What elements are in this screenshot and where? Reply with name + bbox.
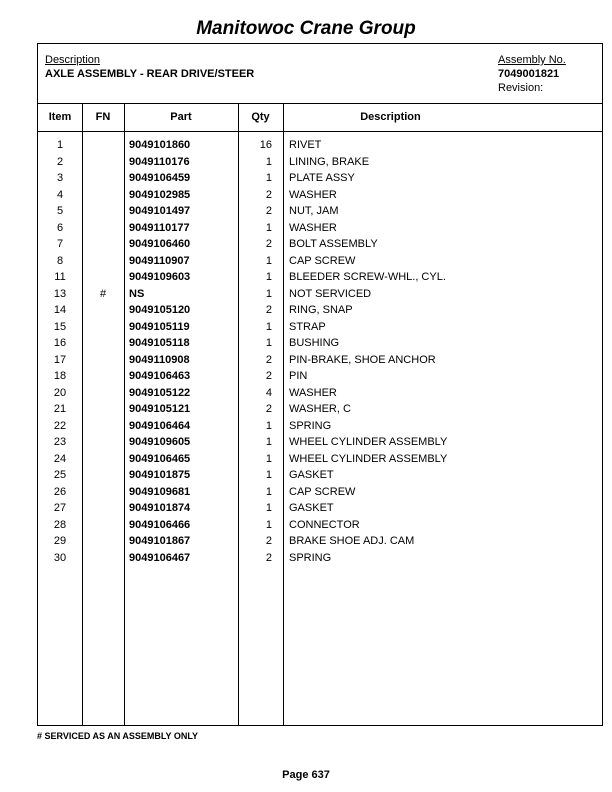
- item-cell: 29: [53, 535, 67, 547]
- quantity-cell: 1: [265, 271, 272, 283]
- quantity-cell: 1: [265, 320, 272, 333]
- description-cell: CAP SCREW: [289, 254, 356, 267]
- column-header-qty: Qty: [251, 111, 270, 123]
- part-number-cell: 9049101497: [129, 205, 191, 217]
- part-number-cell: 9049110907: [129, 254, 190, 267]
- item-cell: 3: [56, 172, 64, 184]
- description-cell: WHEEL CYLINDER ASSEMBLY: [289, 436, 448, 448]
- table-row: [38, 370, 602, 387]
- assembly-number-label: Assembly No.: [498, 54, 566, 66]
- quantity-cell: 2: [265, 353, 272, 366]
- description-cell: PIN: [289, 370, 308, 382]
- parts-table-body: [38, 139, 602, 568]
- description-cell: CONNECTOR: [289, 518, 360, 531]
- part-number-cell: 9049106465: [129, 452, 191, 465]
- item-cell: 2: [56, 155, 64, 168]
- table-row: [38, 519, 602, 536]
- description-cell: NUT, JAM: [289, 205, 339, 217]
- revision-label: Revision:: [498, 82, 544, 94]
- page-number: Page 637: [282, 769, 330, 781]
- part-number-cell: 9049105118: [129, 337, 190, 349]
- table-row: [38, 139, 602, 156]
- item-cell: 26: [53, 485, 67, 498]
- table-row: [38, 354, 602, 371]
- table-row: [38, 189, 602, 206]
- item-cell: 14: [53, 304, 67, 316]
- quantity-cell: 1: [265, 419, 272, 432]
- quantity-cell: 2: [265, 551, 272, 564]
- item-cell: 23: [53, 436, 67, 448]
- part-number-cell: 9049106459: [129, 172, 191, 184]
- item-cell: 5: [56, 205, 64, 217]
- item-cell: 4: [56, 188, 64, 201]
- item-cell: 21: [53, 403, 67, 415]
- item-cell: 13: [53, 287, 67, 300]
- quantity-cell: 1: [265, 172, 272, 184]
- item-cell: 30: [53, 551, 67, 564]
- part-number-cell: 9049109605: [129, 436, 191, 448]
- part-number-cell: 9049106467: [129, 551, 191, 564]
- item-cell: 25: [53, 469, 67, 481]
- quantity-cell: 1: [265, 502, 272, 514]
- part-number-cell: 9049105121: [129, 403, 191, 415]
- part-number-cell: 9049110176: [129, 155, 190, 168]
- part-number-cell: 9049102985: [129, 188, 191, 201]
- column-header-description: Description: [360, 111, 421, 123]
- quantity-cell: 2: [265, 188, 272, 201]
- header-divider: [38, 103, 602, 104]
- table-row: [38, 288, 602, 305]
- column-header-fn: FN: [95, 111, 111, 123]
- description-cell: GASKET: [289, 469, 334, 481]
- description-cell: NOT SERVICED: [289, 287, 372, 300]
- table-row: [38, 321, 602, 338]
- quantity-cell: 1: [265, 337, 272, 349]
- quantity-cell: 1: [265, 452, 272, 465]
- item-cell: 24: [53, 452, 67, 465]
- quantity-cell: 2: [265, 304, 272, 316]
- column-header-divider: [38, 131, 602, 132]
- table-row: [38, 222, 602, 239]
- quantity-cell: 2: [265, 370, 272, 382]
- part-number-cell: 9049101867: [129, 535, 191, 547]
- description-cell: WASHER: [289, 386, 337, 399]
- table-row: [38, 403, 602, 420]
- table-row: [38, 535, 602, 552]
- quantity-cell: 2: [265, 238, 272, 250]
- description-cell: STRAP: [289, 320, 326, 333]
- table-row: [38, 205, 602, 222]
- part-number-cell: 9049109603: [129, 271, 191, 283]
- table-row: [38, 238, 602, 255]
- assembly-number: 7049001821: [498, 68, 560, 80]
- quantity-cell: 2: [265, 403, 272, 415]
- description-cell: PLATE ASSY: [289, 172, 355, 184]
- table-row: [38, 172, 602, 189]
- quantity-cell: 1: [265, 518, 272, 531]
- description-cell: BRAKE SHOE ADJ. CAM: [289, 535, 415, 547]
- item-cell: 20: [53, 386, 67, 399]
- description-cell: WASHER: [289, 188, 337, 201]
- quantity-cell: 1: [265, 436, 272, 448]
- table-row: [38, 387, 602, 404]
- part-number-cell: 9049106464: [129, 419, 191, 432]
- table-row: [38, 552, 602, 569]
- part-number-cell: 9049106463: [129, 370, 191, 382]
- item-cell: 27: [53, 502, 67, 514]
- item-cell: 16: [53, 337, 67, 349]
- part-number-cell: 9049101875: [129, 469, 191, 481]
- item-cell: 15: [53, 320, 67, 333]
- parts-list-frame: [37, 43, 603, 726]
- description-cell: BOLT ASSEMBLY: [289, 238, 378, 250]
- quantity-cell: 1: [265, 155, 272, 168]
- quantity-cell: 1: [265, 287, 272, 300]
- part-number-cell: 9049110177: [129, 221, 190, 234]
- table-row: [38, 436, 602, 453]
- part-number-cell: 9049105120: [129, 304, 191, 316]
- item-cell: 8: [56, 254, 64, 267]
- description-cell: WASHER: [289, 221, 337, 234]
- column-header-part: Part: [170, 111, 192, 123]
- description-cell: SPRING: [289, 419, 332, 432]
- item-cell: 7: [56, 238, 64, 250]
- description-cell: CAP SCREW: [289, 485, 356, 498]
- description-cell: RING, SNAP: [289, 304, 353, 316]
- part-number-cell: NS: [129, 287, 145, 300]
- quantity-cell: 1: [265, 485, 272, 498]
- quantity-cell: 4: [265, 386, 272, 399]
- part-number-cell: 9049105119: [129, 320, 190, 333]
- fn-cell: #: [99, 287, 107, 300]
- table-row: [38, 255, 602, 272]
- table-row: [38, 271, 602, 288]
- item-cell: 17: [53, 353, 67, 366]
- part-number-cell: 9049101860: [129, 139, 191, 151]
- table-row: [38, 486, 602, 503]
- column-header-item: Item: [48, 111, 72, 123]
- item-cell: 1: [56, 139, 64, 151]
- description-cell: PIN-BRAKE, SHOE ANCHOR: [289, 353, 436, 366]
- description-label: Description: [45, 54, 101, 66]
- description-cell: WASHER, C: [289, 403, 351, 415]
- quantity-cell: 16: [259, 139, 272, 151]
- table-row: [38, 420, 602, 437]
- description-cell: LINING, BRAKE: [289, 155, 370, 168]
- quantity-cell: 1: [265, 221, 272, 234]
- table-row: [38, 156, 602, 173]
- quantity-cell: 2: [265, 205, 272, 217]
- table-row: [38, 453, 602, 470]
- description-cell: BLEEDER SCREW-WHL., CYL.: [289, 271, 446, 283]
- footnote: # SERVICED AS AN ASSEMBLY ONLY: [37, 731, 199, 741]
- quantity-cell: 2: [265, 535, 272, 547]
- item-cell: 22: [53, 419, 67, 432]
- part-number-cell: 9049109681: [129, 485, 191, 498]
- part-number-cell: 9049110908: [129, 353, 190, 366]
- description-cell: GASKET: [289, 502, 334, 514]
- item-cell: 11: [54, 271, 66, 283]
- quantity-cell: 1: [265, 469, 272, 481]
- quantity-cell: 1: [265, 254, 272, 267]
- part-number-cell: 9049106466: [129, 518, 191, 531]
- assembly-description: AXLE ASSEMBLY - REAR DRIVE/STEER: [45, 68, 255, 80]
- description-cell: BUSHING: [289, 337, 340, 349]
- page-title: Manitowoc Crane Group: [196, 18, 416, 39]
- part-number-cell: 9049106460: [129, 238, 191, 250]
- item-cell: 28: [53, 518, 67, 531]
- description-cell: SPRING: [289, 551, 332, 564]
- description-cell: WHEEL CYLINDER ASSEMBLY: [289, 452, 448, 465]
- part-number-cell: 9049101874: [129, 502, 191, 514]
- description-cell: RIVET: [289, 139, 322, 151]
- table-row: [38, 469, 602, 486]
- table-row: [38, 337, 602, 354]
- item-cell: 18: [53, 370, 67, 382]
- table-row: [38, 502, 602, 519]
- item-cell: 6: [56, 221, 64, 234]
- part-number-cell: 9049105122: [129, 386, 191, 399]
- table-row: [38, 304, 602, 321]
